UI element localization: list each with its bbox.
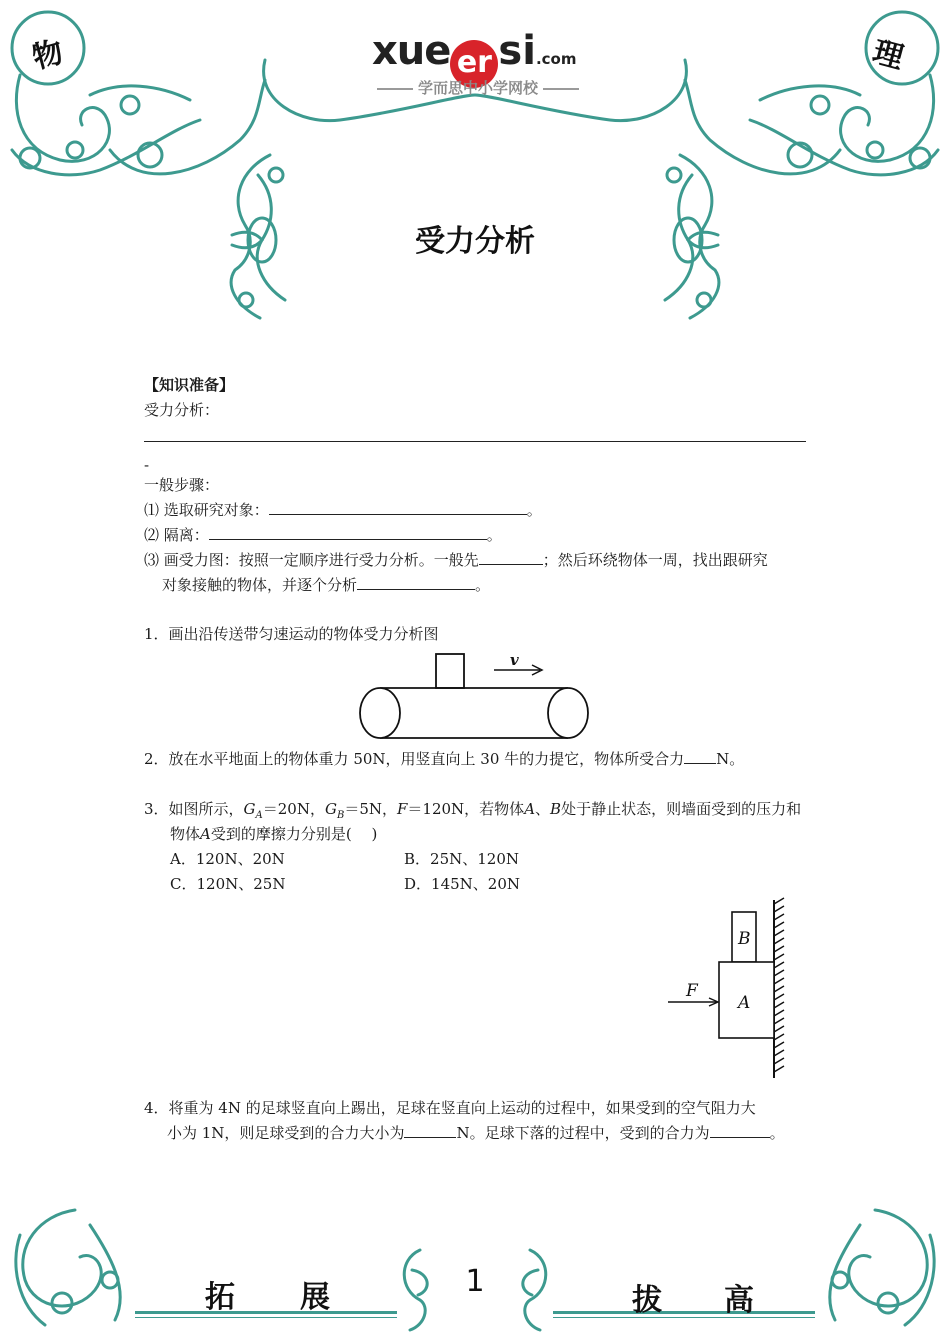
conveyor-block: [436, 654, 464, 688]
q4-blank-2: [710, 1121, 770, 1138]
q4-text-b: N。足球下落的过程中，受到的合力为: [456, 1124, 710, 1142]
question-1: 1．画出沿传送带匀速运动的物体受力分析图: [144, 625, 439, 643]
question-4-line-2: [167, 1121, 785, 1146]
question-2-unit: N。: [716, 750, 745, 768]
step-2-text: ⑵ 隔离：: [144, 526, 209, 544]
logo-dotcom: .com: [535, 50, 577, 68]
q3-line2-c: 受到的摩擦力分别是( ): [210, 825, 378, 843]
step-3-end: 。: [475, 576, 491, 594]
logo-si: si: [498, 28, 536, 74]
q4-blank-1: [404, 1121, 456, 1138]
wall-hatch: [774, 898, 784, 1072]
step-2-end: 。: [486, 526, 502, 544]
option-a: A．120N、20N: [170, 850, 285, 868]
option-b: B．25N、120N: [404, 850, 519, 868]
step-1-end: 。: [526, 501, 542, 519]
step-3-text-c: 对象接触的物体，并逐个分析: [162, 576, 358, 594]
q3-ga-sub: A: [255, 810, 263, 821]
question-4-line-1: 4．将重为 4N 的足球竖直向上踢出，足球在竖直向上运动的过程中，如果受到的空气阻力大: [144, 1099, 756, 1117]
logo-xue: xue: [372, 28, 451, 74]
step-2: [144, 523, 502, 548]
q3-b: B: [550, 800, 562, 818]
logo-er: er: [450, 40, 498, 88]
step-3-text-a: ⑶ 画受力图：按照一定顺序进行受力分析。一般先: [144, 551, 479, 569]
step-3-text-b: ；然后环绕物体一周，找出跟研究: [542, 551, 768, 569]
step-1-text: ⑴ 选取研究对象：: [144, 501, 269, 519]
question-3-line-2: [170, 822, 377, 847]
q3-line2-a: 物体: [170, 825, 201, 843]
prep-heading: 【知识准备】: [144, 376, 235, 394]
footer-rule-right: [553, 1311, 815, 1314]
q4-text-a: 小为 1N，则足球受到的合力大小为: [167, 1124, 405, 1142]
label-b: B: [738, 929, 751, 949]
option-c: C．120N、25N: [170, 875, 286, 893]
q3-gb: G: [324, 800, 337, 818]
step-1-blank: [269, 498, 527, 515]
q3-a: A: [524, 800, 536, 818]
prep-definition-label: 受力分析：: [144, 401, 220, 419]
page-title: 受力分析: [415, 224, 535, 259]
q3-sep: 、: [535, 800, 551, 818]
q3-gb-sub: B: [336, 810, 345, 821]
step-3-blank-1: [479, 548, 543, 565]
q3-text-d: ＝120N，若物体: [407, 800, 525, 818]
xueersi-logo: [372, 28, 592, 78]
question-2: [144, 747, 744, 772]
q3-line2-b: A: [200, 825, 211, 843]
q4-text-c: 。: [769, 1124, 785, 1142]
right-roller: [548, 688, 588, 738]
velocity-label: v: [510, 651, 519, 669]
corner-label-right: 理: [869, 34, 908, 77]
footer-rule-right-2: [553, 1317, 815, 1318]
question-2-text: 2．放在水平地面上的物体重力 50N，用竖直向上 30 牛的力提它，物体所受合力: [144, 750, 685, 768]
label-a: A: [738, 993, 751, 1013]
question-2-blank: [684, 747, 716, 764]
q3-text-a: 3．如图所示，: [144, 800, 244, 818]
footer-char-1: 拓: [205, 1280, 235, 1315]
steps-label: 一般步骤：: [144, 476, 220, 494]
q3-text-e: 处于静止状态，则墙面受到的压力和: [561, 800, 802, 818]
option-d: D．145N、20N: [404, 875, 520, 893]
step-2-blank: [209, 523, 487, 540]
dash-mark: -: [144, 456, 150, 474]
step-3-line-2: [162, 573, 490, 598]
wall-blocks-figure: [664, 896, 790, 1082]
step-3-blank-2: [357, 573, 475, 590]
corner-label-left: 物: [28, 34, 67, 77]
definition-blank-line: [144, 441, 806, 442]
step-3-line-1: [144, 548, 768, 573]
q3-f: F: [397, 800, 408, 818]
footer-char-3: 拔: [632, 1283, 662, 1318]
footer-rule-left-2: [135, 1317, 397, 1318]
q3-ga: G: [243, 800, 256, 818]
label-f: F: [686, 981, 698, 1001]
logo-tagline: 学而思中小学网校: [417, 79, 538, 97]
footer-rule-left: [135, 1311, 397, 1314]
page-number: 1: [465, 1264, 485, 1299]
conveyor-figure: [356, 650, 592, 742]
logo-tagline-row: [358, 78, 598, 98]
q3-text-c: ＝5N，: [344, 800, 397, 818]
step-1: [144, 498, 542, 523]
q3-text-b: ＝20N，: [262, 800, 325, 818]
left-roller: [360, 688, 400, 738]
footer-char-2: 展: [300, 1280, 330, 1315]
footer-char-4: 高: [724, 1283, 754, 1318]
